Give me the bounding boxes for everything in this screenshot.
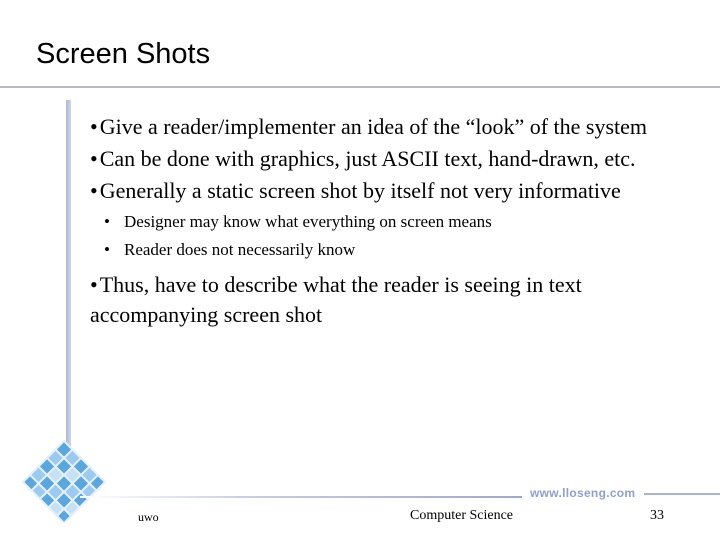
bullet-marker: •: [90, 114, 98, 139]
footer-divider-right: [644, 493, 720, 495]
bullet-text: Give a reader/implementer an idea of the “look” of the system: [99, 114, 648, 139]
bullet-text: Can be done with graphics, just ASCII text, hand-drawn, etc.: [99, 146, 636, 171]
page-number: 33: [650, 508, 664, 523]
tiled-logo-icon: [14, 432, 114, 532]
bullet-marker: •: [90, 272, 98, 297]
sub-bullet-item: [104, 236, 690, 264]
sub-bullet-text: Designer may know what everything on screen means: [124, 212, 492, 231]
bullet-item: [90, 176, 690, 206]
sub-bullet-marker: •: [104, 240, 110, 259]
bullet-text: Generally a static screen shot by itself not very informative: [99, 178, 621, 203]
sub-bullet-list: [90, 208, 690, 264]
footer-left-text: uwo: [138, 510, 159, 524]
bullet-item: [90, 112, 690, 142]
slide-content: [90, 112, 690, 332]
footer-divider: [80, 496, 522, 498]
title-divider: [0, 86, 720, 88]
sub-bullet-text: Reader does not necessarily know: [124, 240, 356, 259]
sub-bullet-item: [104, 208, 690, 236]
bullet-item: [90, 144, 690, 174]
bullet-marker: •: [90, 146, 98, 171]
bullet-text: Thus, have to describe what the reader is seeing in text accompanying screen shot: [90, 272, 582, 327]
bullet-marker: •: [90, 178, 98, 203]
footer-center-text: Computer Science: [410, 508, 514, 523]
bullet-item: [90, 270, 690, 330]
sub-bullet-marker: •: [104, 212, 110, 231]
slide-title: Screen Shots: [36, 38, 211, 70]
publisher-url: www.lloseng.com: [530, 486, 636, 500]
content-side-bar: [66, 100, 71, 470]
